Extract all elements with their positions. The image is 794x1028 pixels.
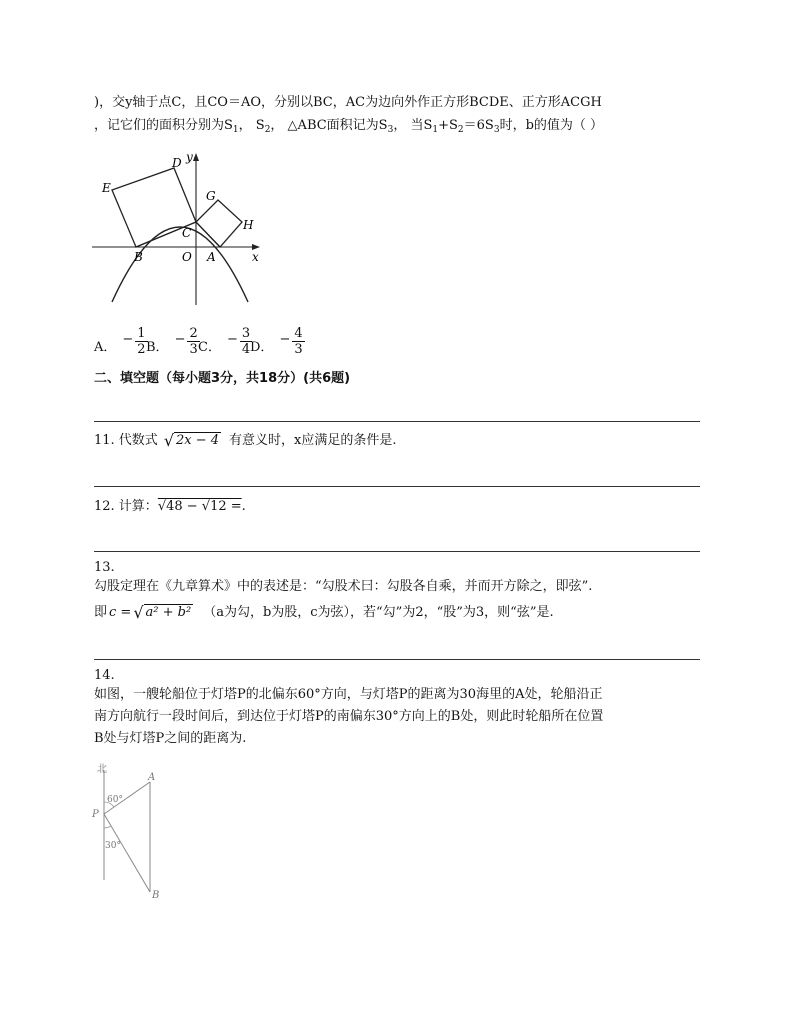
label-x: x — [252, 250, 259, 264]
q14-number: 14. — [94, 668, 115, 683]
divider — [94, 486, 700, 487]
q14-figure — [90, 760, 180, 905]
fraction: $\frac{2}{3}$ — [189, 326, 198, 357]
angle-arc-30 — [104, 826, 111, 828]
option-d[interactable]: D． − $\frac{4}{3}$ — [250, 326, 303, 357]
square-acgh — [196, 200, 242, 247]
segment-pb — [104, 814, 150, 892]
q10-figure — [90, 150, 270, 310]
fraction: $\frac{3}{4}$ — [241, 326, 251, 357]
label-e: E — [102, 181, 111, 195]
section-title: 二、填空题（每小题3分，共18分）(共6题) — [94, 371, 351, 386]
divider — [94, 551, 700, 552]
fraction: $\frac{1}{2}$ — [137, 326, 146, 357]
label-y: y — [186, 150, 193, 164]
divider — [94, 421, 700, 422]
q14-line3: B处与灯塔P之间的距离为. — [94, 731, 247, 746]
q14-line1: 如图，一艘轮船位于灯塔P的北偏东60°方向，与灯塔P的距离为30海里的A处，轮船沿正 — [94, 687, 603, 702]
question-12: 12. 计算：√48 − √12 =. — [94, 499, 246, 514]
fraction: $\frac{4}{3}$ — [294, 326, 303, 357]
label-c: C — [182, 226, 192, 240]
label-angle-60: 60° — [107, 795, 123, 805]
q13-number: 13. — [94, 560, 115, 575]
option-b[interactable]: B． − $\frac{2}{3}$ — [146, 326, 198, 357]
radical-expr: √ a² + b² — [133, 603, 192, 622]
question-11: 11. 代数式 √ 2x − 4 有意义时，x应满足的条件是. — [94, 431, 397, 450]
q10-line2: ，记它们的面积分别为$S_1$， $S_2$， △ABC面积记为$S_3$， 当$S_1+S_2=6S_3$时，b的值为（ ） — [94, 118, 604, 135]
divider — [94, 659, 700, 660]
q10-line1: )，交y轴于点C，且CO＝AO，分别以BC，AC为边向外作正方形BCDE、正方形ACGH — [94, 95, 602, 110]
q13-line2: 即 c = √ a² + b² （a为勾，b为股，c为弦），若“勾”为2，“股”为3，则“弦”是. — [94, 603, 554, 622]
q13-line1: 勾股定理在《九章算术》中的表述是：“勾股术曰：勾股各自乘，并而开方除之，即弦”. — [94, 579, 593, 594]
label-a: A — [148, 772, 156, 783]
label-b: B — [134, 250, 143, 264]
label-g: G — [206, 189, 216, 203]
label-north: 北 — [97, 764, 107, 775]
label-d: D — [172, 156, 182, 170]
label-angle-30: 30° — [105, 841, 121, 851]
q14-line2: 南方向航行一段时间后，到达位于灯塔P的南偏东30°方向上的B处，则此时轮船所在位置 — [94, 709, 604, 724]
label-h: H — [243, 218, 254, 232]
label-a: A — [207, 250, 216, 264]
label-o: O — [182, 250, 192, 264]
label-b: B — [152, 890, 160, 901]
option-a[interactable]: A． − $\frac{1}{2}$ — [94, 326, 146, 357]
option-c[interactable]: C． − $\frac{3}{4}$ — [198, 326, 251, 357]
label-p: P — [92, 809, 99, 820]
radical-expr: √ 2x − 4 — [163, 431, 220, 450]
y-axis-arrow-icon — [193, 153, 199, 161]
